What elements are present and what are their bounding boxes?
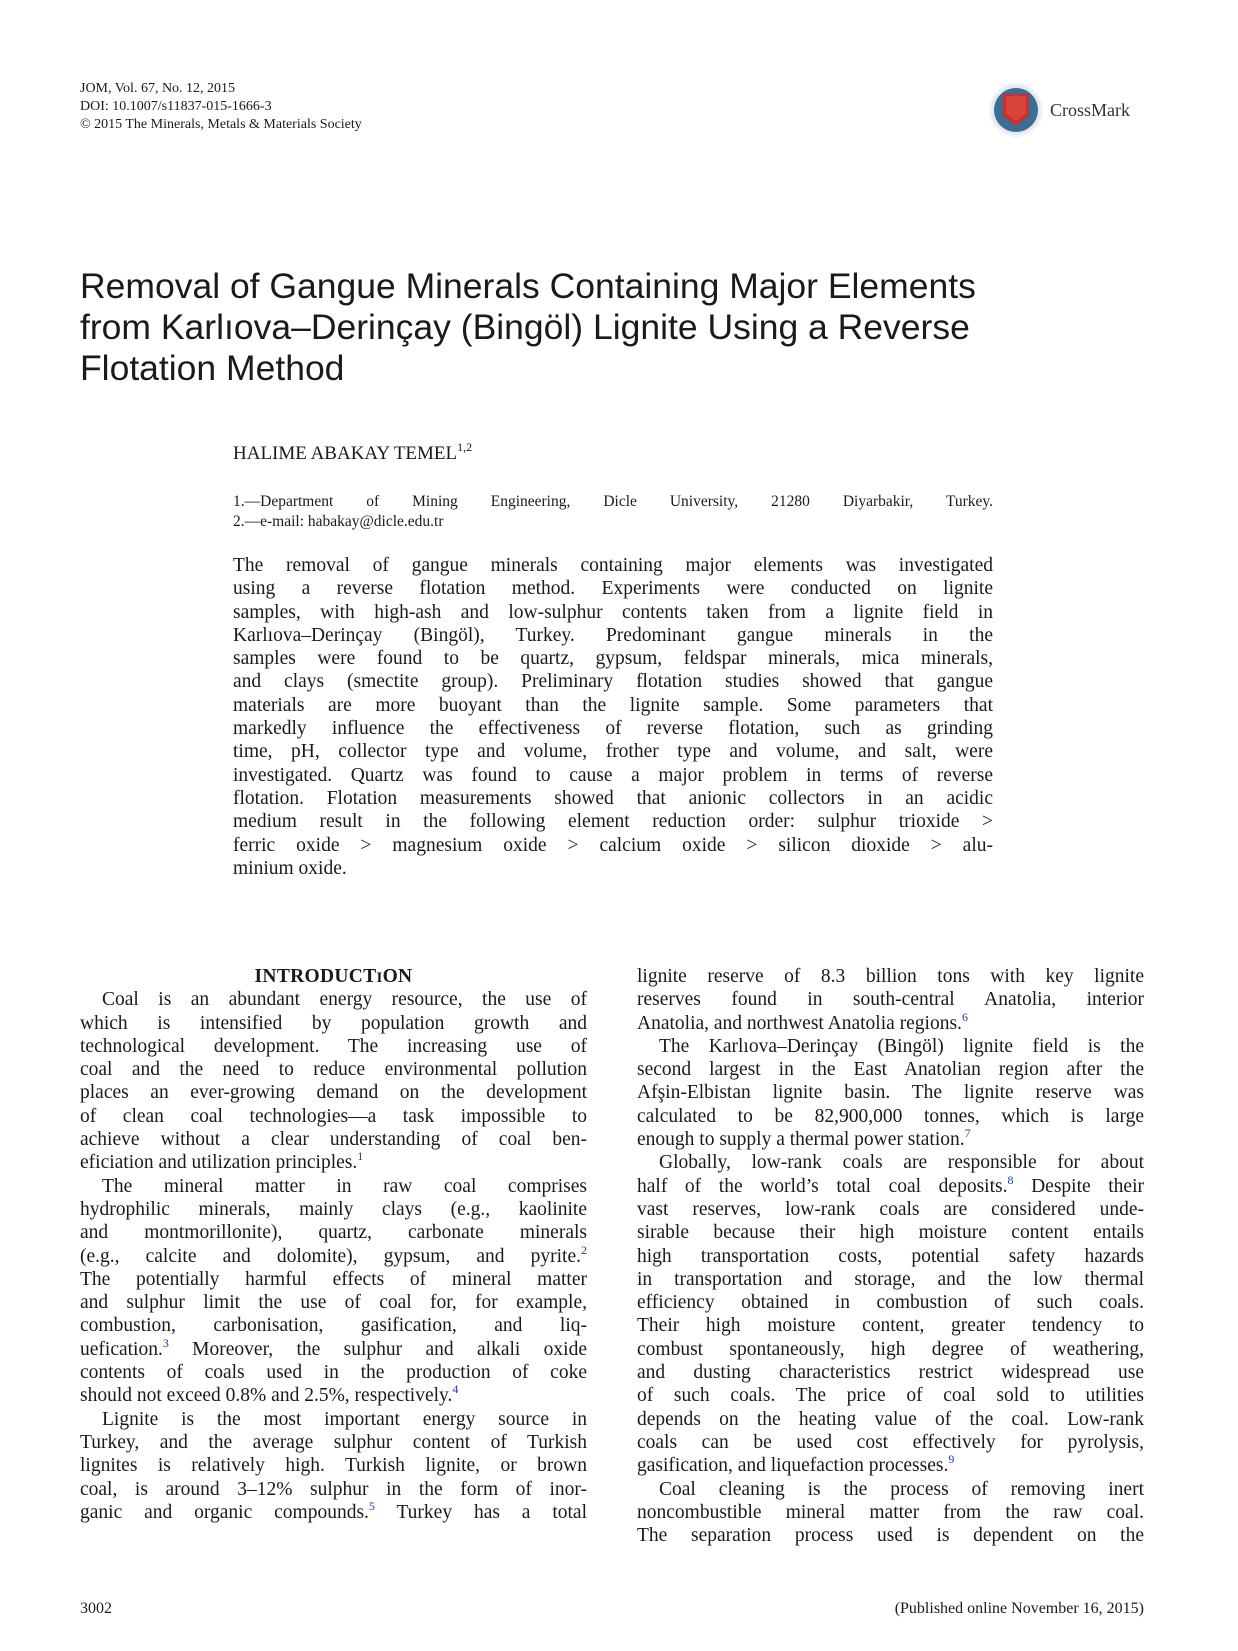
body-line: coal and the need to reduce environmental pollution — [80, 1059, 587, 1081]
body-line: The Karlıova–Derinçay (Bingöl) lignite field is the — [659, 1035, 1144, 1057]
abstract-line: flotation. Flotation measurements showed that anionic collectors in an acidic — [233, 787, 993, 809]
body-line: The separation process used is dependent on the — [637, 1525, 1144, 1547]
body-line: sirable because their high moisture content entails — [637, 1222, 1144, 1244]
body-line: reserves found in south-central Anatolia, interior — [637, 989, 1144, 1011]
abstract-line: using a reverse flotation method. Experiments were conducted on lignite — [233, 578, 993, 600]
body-line: combust spontaneously, high degree of weathering, — [637, 1338, 1144, 1360]
citation-ref[interactable]: 4 — [452, 1382, 459, 1397]
title-line: Flotation Method — [80, 348, 345, 388]
body-line: vast reserves, low-rank coals are considered unde- — [637, 1198, 1144, 1220]
body-line: Afşin-Elbistan lignite basin. The lignite reserve was — [637, 1082, 1144, 1104]
citation-ref[interactable]: 7 — [964, 1126, 971, 1141]
title-line: Removal of Gangue Minerals Containing Major Elements — [80, 266, 976, 306]
body-line: should not exceed 0.8% and 2.5%, respectively.$^4$ — [80, 1382, 459, 1407]
body-line: combustion, carbonisation, gasification, and liq- — [80, 1315, 587, 1337]
citation-ref[interactable]: 8 — [1007, 1172, 1014, 1187]
abstract-line: samples were found to be quartz, gypsum, feldspar minerals, mica minerals, — [233, 648, 993, 670]
author-affil-marks: 1,2 — [457, 440, 473, 454]
page-number: 3002 — [80, 1600, 112, 1617]
body-line: second largest in the East Anatolian region after the — [637, 1059, 1144, 1081]
body-line: coals can be used cost effectively for pyrolysis, — [637, 1431, 1144, 1453]
abstract-line: investigated. Quartz was found to cause a major problem in terms of reverse — [233, 764, 993, 786]
body-column-left — [80, 965, 587, 1524]
body-line: noncombustible mineral matter from the raw coal. — [637, 1501, 1144, 1523]
body-line: eficiation and utilization principles.$^1$ — [80, 1149, 364, 1174]
abstract-line: The removal of gangue minerals containing major elements was investigated — [233, 555, 993, 576]
citation-ref[interactable]: 9 — [948, 1452, 955, 1467]
affiliations — [233, 492, 993, 532]
body-line: achieve without a clear understanding of coal ben- — [80, 1129, 587, 1151]
body-column-right — [637, 965, 1144, 1547]
body-line: Anatolia, and northwest Anatolia regions.$^6$ — [637, 1009, 968, 1034]
body-line: of clean coal technologies—a task impossible to — [80, 1105, 587, 1127]
body-line: technological development. The increasing use of — [80, 1035, 587, 1057]
abstract-line: markedly influence the effectiveness of reverse flotation, such as grinding — [233, 718, 993, 740]
body-line: Their high moisture content, greater tendency to — [637, 1315, 1144, 1337]
body-line: and montmorillonite), quartz, carbonate minerals — [80, 1222, 587, 1244]
body-line: hydrophilic minerals, mainly clays (e.g., kaolinite — [80, 1198, 587, 1220]
crossmark-label: CrossMark — [1050, 99, 1130, 120]
citation-ref[interactable]: 5 — [368, 1498, 375, 1513]
body-line: The mineral matter in raw coal comprises — [102, 1175, 587, 1197]
citation-ref[interactable]: 2 — [581, 1242, 587, 1257]
body-line: calculated to be 82,900,000 tonnes, which is large — [637, 1105, 1144, 1127]
body-line: enough to supply a thermal power station.$^7$ — [637, 1126, 971, 1151]
published-date: (Published online November 16, 2015) — [894, 1600, 1144, 1617]
abstract-line: samples, with high-ash and low-sulphur contents taken from a lignite field in — [233, 601, 993, 623]
journal-citation: JOM, Vol. 67, No. 12, 2015 — [80, 81, 236, 96]
section-heading-introduction: INTRODUCTION — [254, 966, 413, 987]
article-title — [80, 266, 1080, 389]
body-line: Turkey, and the average sulphur content of Turkish — [80, 1431, 587, 1453]
body-line: gasification, and liquefaction processes.$^9$ — [637, 1452, 955, 1477]
body-line: Lignite is the most important energy source in — [102, 1408, 587, 1430]
body-line: The potentially harmful effects of mineral matter — [80, 1268, 587, 1290]
author — [233, 440, 472, 465]
crossmark-icon — [988, 82, 1044, 138]
abstract — [233, 554, 993, 880]
body-line: (e.g., calcite and dolomite), gypsum, and pyrite.$^2$ — [80, 1242, 587, 1267]
title-line: from Karlıova–Derinçay (Bingöl) Lignite Using a Reverse — [80, 307, 970, 347]
affiliation-1: 1.—Department of Mining Engineering, Dicle University, 21280 Diyarbakir, Turkey. — [233, 493, 993, 510]
abstract-line: minium oxide. — [233, 857, 347, 879]
body-line: high transportation costs, potential safety hazards — [637, 1245, 1144, 1267]
body-line: and dusting characteristics restrict widespread use — [637, 1362, 1144, 1384]
copyright: © 2015 The Minerals, Metals & Materials Society — [80, 117, 362, 132]
body-line: contents of coals used in the production of coke — [80, 1362, 587, 1384]
abstract-line: medium result in the following element reduction order: sulphur trioxide > — [233, 811, 993, 833]
body-line: and sulphur limit the use of coal for, for example, — [80, 1292, 587, 1314]
body-line: coal, is around 3–12% sulphur in the form of inor- — [80, 1478, 587, 1500]
affiliation-2[interactable]: 2.—e-mail: habakay@dicle.edu.tr — [233, 513, 444, 530]
body-line: places an ever-growing demand on the development — [80, 1082, 587, 1104]
citation-ref[interactable]: 1 — [357, 1149, 364, 1164]
abstract-line: time, pH, collector type and volume, frother type and volume, and salt, were — [233, 741, 993, 763]
author-name: HALIME ABAKAY TEMEL — [233, 443, 458, 464]
body-line: in transportation and storage, and the low thermal — [637, 1268, 1144, 1290]
body-line: half of the world’s total coal deposits.$^8$ Despite their — [637, 1172, 1144, 1197]
body-line: Globally, low-rank coals are responsible for about — [659, 1152, 1144, 1174]
body-line: which is intensified by population growth and — [80, 1012, 587, 1034]
body-line: depends on the heating value of the coal. Low-rank — [637, 1408, 1144, 1430]
body-line: Coal is an abundant energy resource, the use of — [102, 989, 587, 1011]
citation-ref[interactable]: 3 — [162, 1335, 169, 1350]
doi[interactable]: DOI: 10.1007/s11837-015-1666-3 — [80, 99, 272, 114]
article-meta — [80, 80, 362, 134]
abstract-line: Karlıova–Derinçay (Bingöl), Turkey. Predominant gangue minerals in the — [233, 624, 993, 646]
body-line: lignite reserve of 8.3 billion tons with key lignite — [637, 966, 1144, 987]
body-line: efficiency obtained in combustion of such coals. — [637, 1292, 1144, 1314]
body-line: Coal cleaning is the process of removing inert — [659, 1478, 1144, 1500]
abstract-line: and clays (smectite group). Preliminary flotation studies showed that gangue — [233, 671, 993, 693]
crossmark-badge[interactable] — [988, 82, 1130, 138]
body-line: of such coals. The price of coal sold to utilities — [637, 1385, 1144, 1407]
body-line: ganic and organic compounds.$^5$ Turkey has a total — [80, 1498, 587, 1523]
body-line: lignites is relatively high. Turkish lignite, or brown — [80, 1455, 587, 1477]
abstract-line: materials are more buoyant than the lignite sample. Some parameters that — [233, 694, 993, 716]
abstract-line: ferric oxide > magnesium oxide > calcium oxide > silicon dioxide > alu- — [233, 834, 993, 856]
body-line: uefication.$^3$ Moreover, the sulphur and alkali oxide — [80, 1335, 587, 1360]
citation-ref[interactable]: 6 — [961, 1009, 968, 1024]
